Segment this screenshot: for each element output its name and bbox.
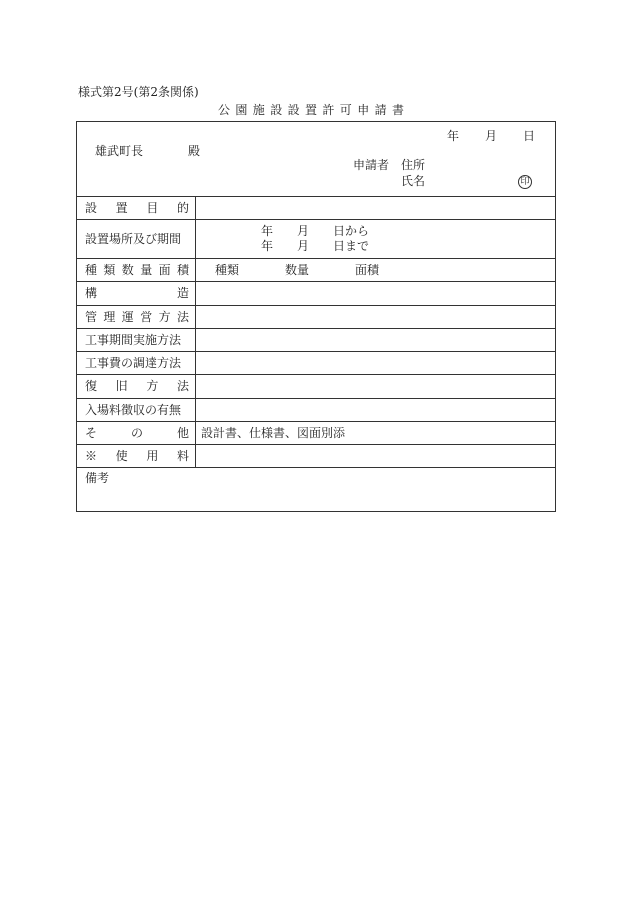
row-divider <box>77 351 555 352</box>
row-divider <box>77 444 555 445</box>
row-divider <box>77 258 555 259</box>
period-start-line: 年 月 日から <box>261 224 370 238</box>
name-label: 氏名 <box>401 174 426 188</box>
addressee: 雄武町長 <box>95 144 144 158</box>
row-divider <box>77 305 555 306</box>
application-form-table <box>76 121 556 512</box>
quantity-sublabel: 数量 <box>285 263 310 277</box>
row-label-management-method: 管理運営方法 <box>85 310 189 324</box>
row-label-other: その他 <box>85 426 189 440</box>
address-label: 住所 <box>401 158 426 172</box>
row-label-type-quantity-area: 種類数量面積 <box>85 263 189 277</box>
date-year-label: 年 <box>447 129 460 143</box>
type-sublabel: 種類 <box>215 263 240 277</box>
form-title: 公園施設設置許可申請書 <box>218 103 410 117</box>
date-day-label: 日 <box>523 129 536 143</box>
row-label-construction-method: 工事期間実施方法 <box>85 333 182 347</box>
row-divider <box>77 281 555 282</box>
form-number-label: 様式第2号(第2条関係) <box>78 85 199 99</box>
row-label-restoration-method: 復旧方法 <box>85 379 189 393</box>
row-label-admission-fee: 入場料徴収の有無 <box>85 403 182 417</box>
row-divider <box>77 374 555 375</box>
area-sublabel: 面積 <box>355 263 380 277</box>
honorific: 殿 <box>188 144 201 158</box>
row-divider <box>77 467 555 468</box>
row-divider <box>77 421 555 422</box>
period-end-line: 年 月 日まで <box>261 239 370 253</box>
row-label-location-period: 設置場所及び期間 <box>85 232 182 246</box>
row-label-structure: 構造 <box>85 286 189 300</box>
row-divider <box>77 328 555 329</box>
column-divider <box>195 197 196 468</box>
applicant-label: 申請者 <box>353 158 390 172</box>
row-label-purpose: 設置目的 <box>85 201 189 215</box>
row-divider <box>77 398 555 399</box>
remarks-label: 備考 <box>85 471 110 485</box>
seal-mark: 印 <box>518 175 532 189</box>
row-label-usage-fee: ※使用料 <box>85 449 189 463</box>
other-value: 設計書、仕様書、図面別添 <box>201 426 346 440</box>
row-divider <box>77 196 555 197</box>
row-divider <box>77 219 555 220</box>
row-label-funding-method: 工事費の調達方法 <box>85 356 182 370</box>
date-month-label: 月 <box>485 129 498 143</box>
